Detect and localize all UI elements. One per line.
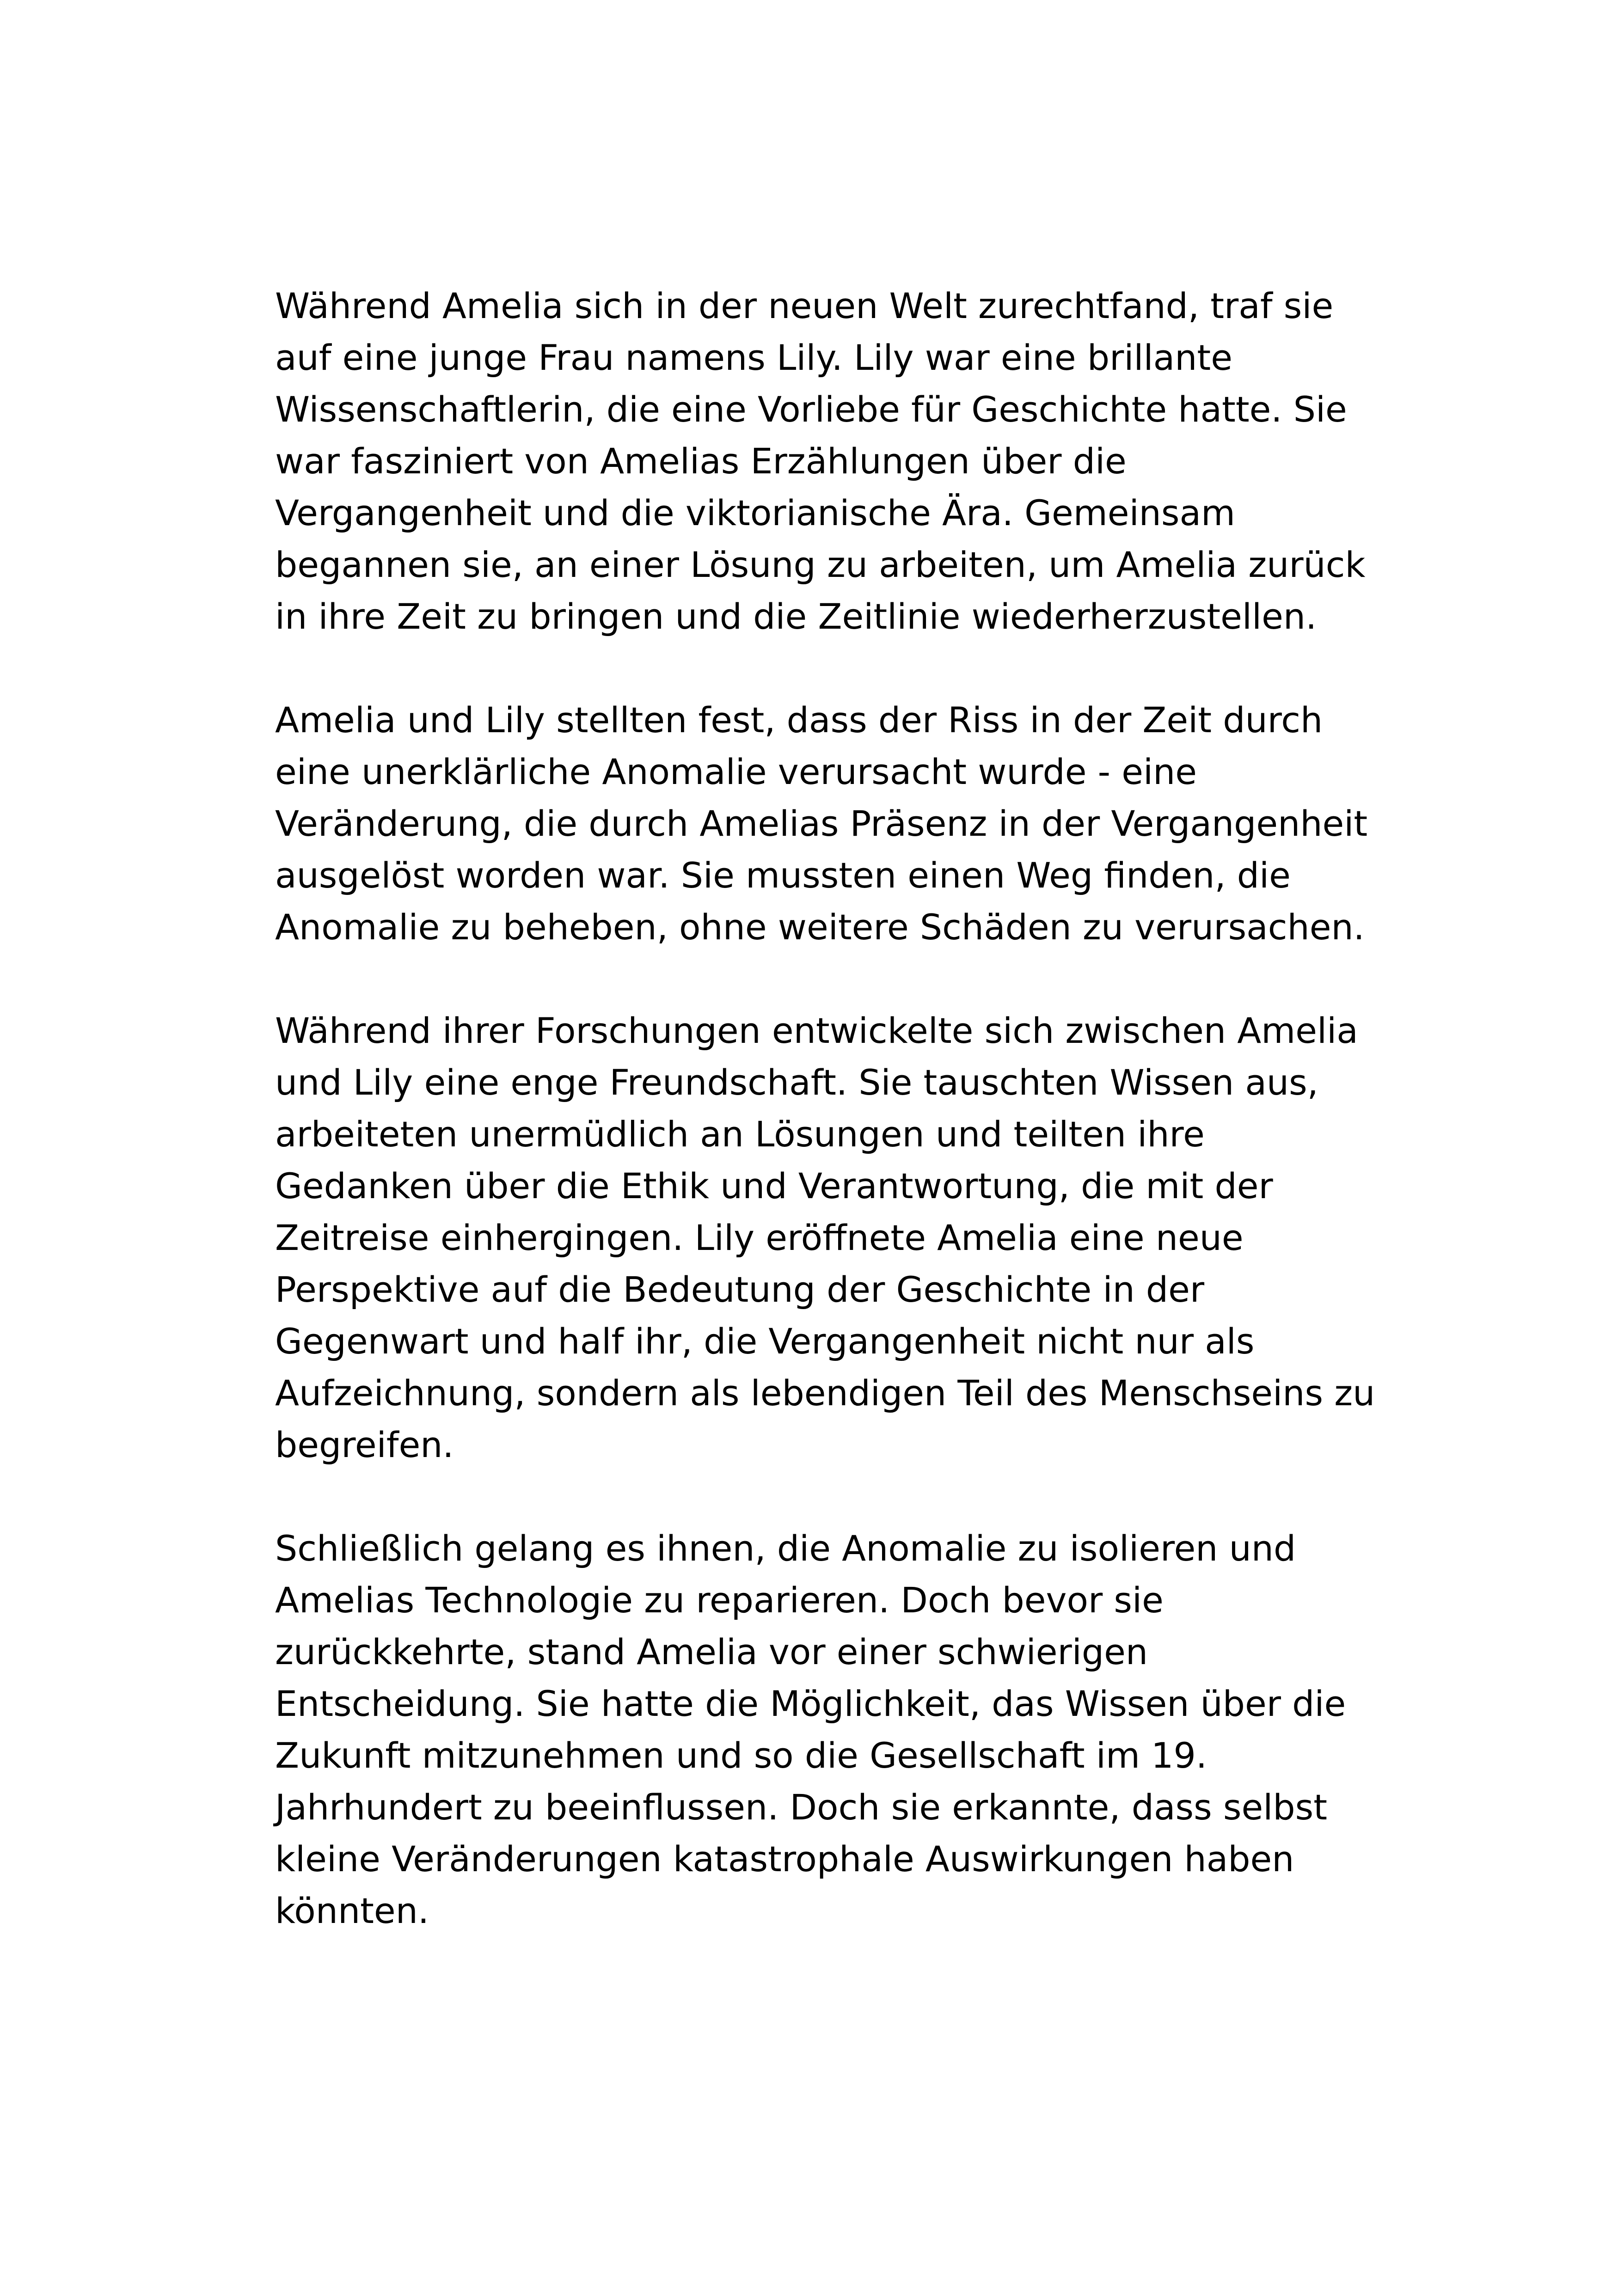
paragraph-2: Amelia und Lily stellten fest, dass der Riss in der Zeit durch eine unerklärliche Anomalie verursacht wurde - eine Veränderung, die durch Amelias Präsenz in der Vergangenheit ausgelöst worden war. Sie mussten einen Weg finden, die Anomalie zu beheben, ohne weitere Schäden zu verursachen. bbox=[275, 699, 1368, 948]
body-text bbox=[275, 280, 1385, 1937]
paragraph-4: Schließlich gelang es ihnen, die Anomalie zu isolieren und Amelias Technologie zu reparieren. Doch bevor sie zurückkehrte, stand Amelia vor einer schwierigen Entscheidung. Sie hatte die Möglichkeit, das Wissen über die Zukunft mitzunehmen und so die Gesellschaft im 19. Jahrhundert zu beeinflussen. Doch sie erkannte, dass selbst kleine Veränderungen katastrophale Auswirkungen haben könnten. bbox=[275, 1528, 1346, 1931]
paragraph-1: Während Amelia sich in der neuen Welt zurechtfand, traf sie auf eine junge Frau namens Lily. Lily war eine brillante Wissenschaftlerin, die eine Vorliebe für Geschichte hatte. Sie war fasziniert von Amelias Erzählungen über die Vergangenheit und die viktorianische Ära. Gemeinsam begannen sie, an einer Lösung zu arbeiten, um Amelia zurück in ihre Zeit zu bringen und die Zeitlinie wiederherzustellen. bbox=[275, 285, 1366, 637]
paragraph-3: Während ihrer Forschungen entwickelte sich zwischen Amelia und Lily eine enge Freundschaft. Sie tauschten Wissen aus, arbeiteten unermüdlich an Lösungen und teilten ihre Gedanken über die Ethik und Verantwortung, die mit der Zeitreise einhergingen. Lily eröffnete Amelia eine neue Perspektive auf die Bedeutung der Geschichte in der Gegenwart und half ihr, die Vergangenheit nicht nur als Aufzeichnung, sondern als lebendigen Teil des Menschseins zu begreifen. bbox=[275, 1010, 1375, 1465]
